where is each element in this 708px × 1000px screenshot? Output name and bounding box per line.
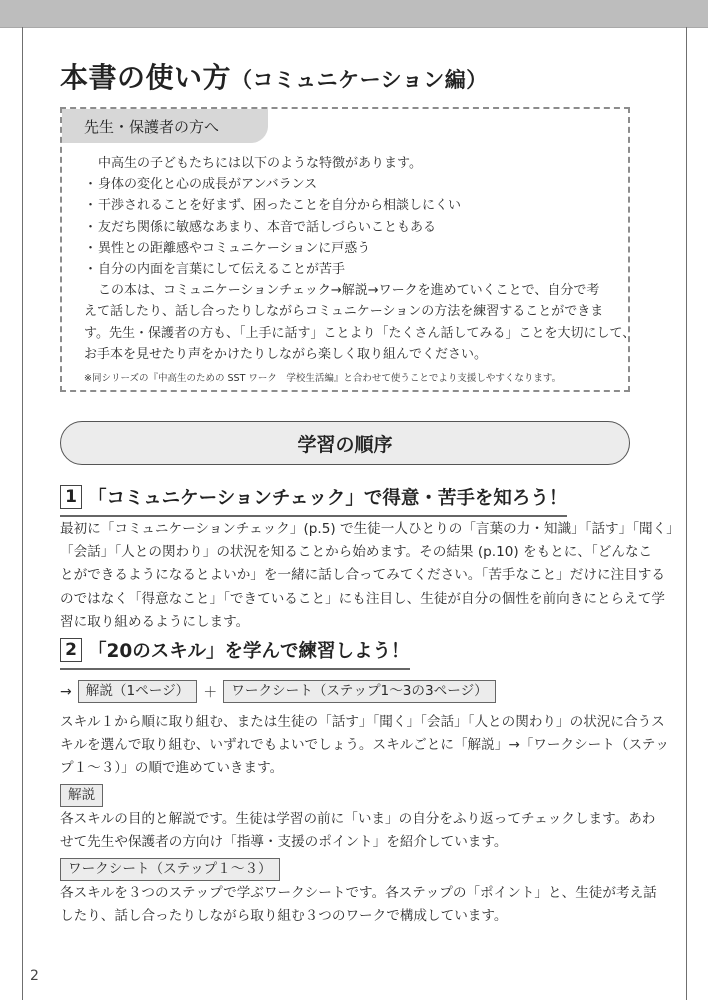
bullet-text: 干渉されることを好まず、困ったことを自分から相談しにくい <box>98 198 461 214</box>
step2-heading <box>60 637 410 670</box>
intro-body-line: お手本を見せたり声をかけたりしながら楽しく取り組んでください。 <box>84 346 488 362</box>
step1-paragraph <box>60 518 680 634</box>
intro-bullet: ・友だち関係に敏感なあまり、本音で話しづらいこともある <box>84 219 437 235</box>
paragraph-line: 「会話」「人との関わり」の状況を知ることから始めます。その結果 (p.10) をもとに、「どんなこ <box>60 544 653 561</box>
paragraph-line: スキル１から順に取り組む、または生徒の「話す」「聞く」「会話」「人との関わり」の状況に合うス <box>60 714 665 730</box>
step1-heading-text: 「コミュニケーションチェック」で得意・苦手を知ろう！ <box>88 488 568 509</box>
intro-tab-label: 先生・保護者の方へ <box>62 109 268 143</box>
worksheet-label: ワークシート（ステップ１～３） <box>60 858 280 881</box>
step2-paragraph <box>60 711 669 781</box>
intro-bullet: ・干渉されることを好まず、困ったことを自分から相談しにくい <box>84 198 461 214</box>
bullet-text: 異性との距離感やコミュニケーションに戸惑う <box>98 240 371 256</box>
paragraph-line: のではなく「得意なこと」「できていること」にも注目し、生徒が自分の個性を前向きにとらえて学 <box>60 590 665 607</box>
explain-label: 解説 <box>60 784 103 807</box>
arrow-right-icon: → <box>60 683 72 700</box>
paragraph-line: 習に取り組めるようにします。 <box>60 613 250 630</box>
paragraph-line: 最初に「コミュニケーションチェック」(p.5) で生徒一人ひとりの「言葉の力・知識」「話す」「聞く」 <box>60 521 680 537</box>
step2-flow <box>60 680 496 703</box>
paragraph-line: とができるようになるとよいか」を一緒に話し合ってみてください。「苦手なこと」だけに注目する <box>60 567 665 584</box>
intro-bullet: ・身体の変化と心の成長がアンバランス <box>84 177 318 193</box>
section-heading: 学習の順序 <box>60 421 630 465</box>
paragraph-line: したり、話し合ったりしながら取り組む３つのワークで構成しています。 <box>60 908 508 925</box>
step1-number: 1 <box>60 485 82 509</box>
worksheet-paragraph <box>60 882 657 928</box>
flow-explain-box: 解説（1ページ） <box>78 680 198 703</box>
paragraph-line: 各スキルの目的と解説です。生徒は学習の前に「いま」の自分をふり返ってチェックします。あわ <box>60 811 656 827</box>
intro-bullet: ・異性との距離感やコミュニケーションに戸惑う <box>84 240 371 256</box>
explain-label-wrap <box>60 784 103 807</box>
paragraph-line: せて先生や保護者の方向け「指導・支援のポイント」を紹介しています。 <box>60 834 508 851</box>
worksheet-label-wrap <box>60 858 280 881</box>
intro-body-line: す。先生・保護者の方も、「上手に話す」ことより「たくさん話してみる」ことを大切にして、 <box>84 325 636 341</box>
top-band <box>0 0 708 28</box>
step2-heading-text: 「20のスキル」を学んで練習しよう！ <box>88 641 410 662</box>
intro-note: ※同シリーズの『中高生のための SST ワーク 学校生活編』と合わせて使うことでより支援しやすくなります。 <box>84 372 562 384</box>
intro-body <box>84 153 636 388</box>
plus-icon: ＋ <box>203 684 218 701</box>
page-number: 2 <box>30 968 39 984</box>
explain-paragraph <box>60 808 656 854</box>
step1-heading <box>60 484 567 517</box>
bullet-text: 自分の内面を言葉にして伝えることが苦手 <box>98 261 346 277</box>
intro-box <box>60 107 636 392</box>
paragraph-line: プ１～３）」の順で進めていきます。 <box>60 760 284 777</box>
page-title <box>60 56 488 96</box>
intro-bullet: ・自分の内面を言葉にして伝えることが苦手 <box>84 261 346 277</box>
paragraph-line: キルを選んで取り組む、いずれでもよいでしょう。スキルごとに「解説」→「ワークシート（ステッ <box>60 737 669 754</box>
step2-number: 2 <box>60 638 82 662</box>
flow-worksheet-box: ワークシート（ステップ1～3の3ページ） <box>223 680 496 703</box>
intro-body-line: えて話したり、話し合ったりしながらコミュニケーションの方法を練習することができま <box>84 304 604 320</box>
paragraph-line: 各スキルを３つのステップで学ぶワークシートです。各ステップの「ポイント」と、生徒が考え話 <box>60 885 657 901</box>
page-title-main: 本書の使い方 <box>60 61 232 94</box>
intro-lead: 中高生の子どもたちには以下のような特徴があります。 <box>98 156 422 171</box>
page-title-sub: （コミュニケーション編） <box>231 68 488 92</box>
intro-body-line: この本は、コミュニケーションチェック→解説→ワークを進めていくことで、自分で考 <box>98 283 600 299</box>
bullet-text: 身体の変化と心の成長がアンバランス <box>98 177 318 193</box>
bullet-text: 友だち関係に敏感なあまり、本音で話しづらいこともある <box>98 219 437 235</box>
